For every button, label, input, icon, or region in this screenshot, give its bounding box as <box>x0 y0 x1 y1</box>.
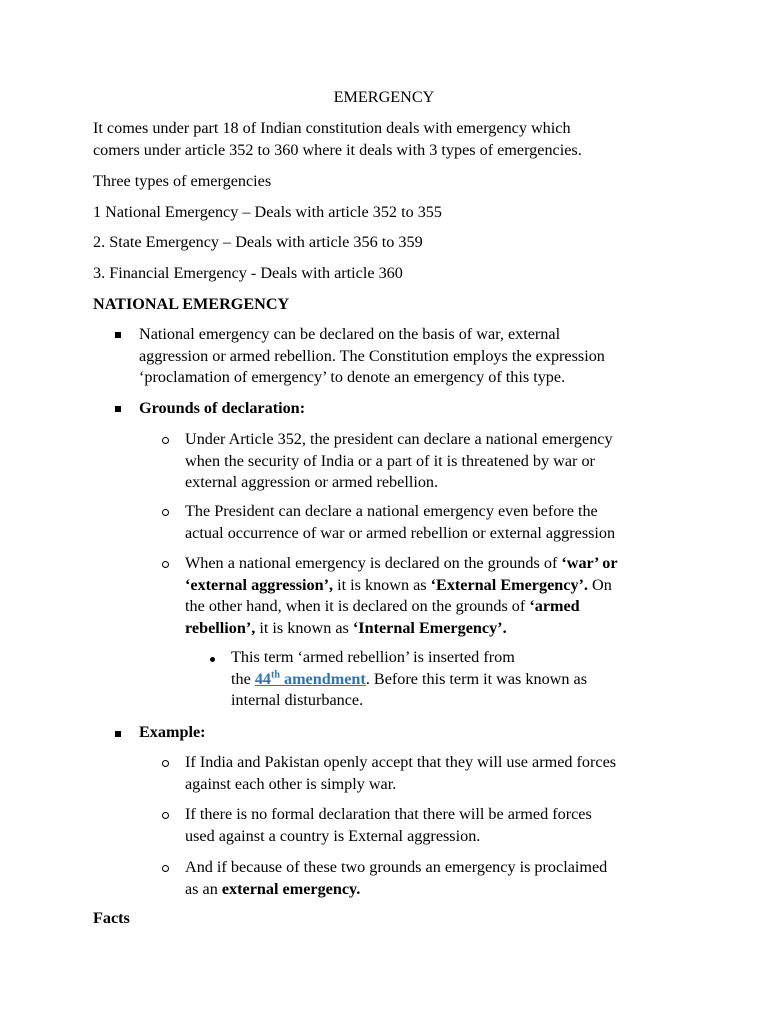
sub-note-line-1: This term ‘armed rebellion’ is inserted from <box>231 648 515 666</box>
grounds-item-1 <box>185 429 685 494</box>
intro-paragraph <box>93 118 673 161</box>
example-item-1 <box>185 752 685 795</box>
national-intro-line-3: ‘proclamation of emergency’ to denote an emergency of this type. <box>139 368 566 386</box>
type-item-state: 2. State Emergency – Deals with article 356 to 359 <box>93 233 423 251</box>
intro-line-2: comers under article 352 to 360 where it deals with 3 types of emergencies. <box>93 140 582 159</box>
grounds-item-1-line-3: external aggression or armed rebellion. <box>185 473 439 491</box>
type-item-national: 1 National Emergency – Deals with article 352 to 355 <box>93 203 442 221</box>
grounds-item-2 <box>185 501 685 544</box>
grounds-item-1-line-1: Under Article 352, the president can declare a national emergency <box>185 430 613 448</box>
sub-note-armed-rebellion <box>231 647 651 712</box>
grounds-item-1-line-2: when the security of India or a part of it is threatened by war or <box>185 451 595 470</box>
circle-bullet-icon <box>162 760 169 767</box>
grounds-item-3-text-1: When a national emergency is declared on the grounds of <box>185 554 562 572</box>
dot-bullet-icon <box>210 657 215 662</box>
example-item-2-line-1: If there is no formal declaration that there will be armed forces <box>185 805 592 823</box>
example-item-3-bold: external emergency. <box>221 879 361 898</box>
grounds-heading: Grounds of declaration: <box>139 399 306 417</box>
example-heading: Example: <box>139 723 206 741</box>
square-bullet-icon <box>115 406 121 412</box>
example-item-2-line-2: used against a country is External aggression. <box>185 826 481 845</box>
grounds-item-3-text-2: it is known as <box>333 575 431 594</box>
grounds-item-3-bold-rebellion: rebellion’, <box>185 618 256 637</box>
square-bullet-icon <box>115 332 121 338</box>
sub-note-suffix: . Before this term it was known as <box>365 669 587 688</box>
grounds-item-2-line-1: The President can declare a national emergency even before the <box>185 502 598 520</box>
grounds-item-3-bold-armed: ‘armed <box>529 597 580 615</box>
facts-heading: Facts <box>93 909 130 927</box>
example-item-3-prefix: as an <box>185 879 222 898</box>
grounds-item-3-bold-external-aggression: ‘external aggression’, <box>185 575 334 594</box>
grounds-item-3 <box>185 553 685 639</box>
sub-note-prefix: the <box>231 669 255 688</box>
grounds-item-3-bold-internal-emergency: ‘Internal Emergency’. <box>352 618 507 637</box>
example-item-1-line-2: against each other is simply war. <box>185 774 397 793</box>
circle-bullet-icon <box>162 437 169 444</box>
national-intro-paragraph <box>139 324 699 389</box>
example-item-3 <box>185 857 685 900</box>
section-heading-national-emergency: NATIONAL EMERGENCY <box>93 295 290 313</box>
44th-amendment-link[interactable] <box>255 670 366 688</box>
example-item-1-line-1: If India and Pakistan openly accept that they will use armed forces <box>185 753 617 771</box>
square-bullet-icon <box>115 731 121 737</box>
grounds-item-3-bold-war: ‘war’ or <box>561 554 618 572</box>
circle-bullet-icon <box>162 865 169 872</box>
type-item-financial: 3. Financial Emergency - Deals with article 360 <box>93 264 403 282</box>
grounds-item-2-line-2: actual occurrence of war or armed rebellion or external aggression <box>185 523 616 542</box>
document-title: EMERGENCY <box>333 88 435 106</box>
link-superscript: th <box>271 669 280 681</box>
example-item-2 <box>185 804 685 847</box>
example-item-3-line-1: And if because of these two grounds an emergency is proclaimed <box>185 858 608 876</box>
link-number: 44 <box>254 669 272 688</box>
grounds-item-3-bold-external-emergency: ‘External Emergency’. <box>430 575 588 594</box>
circle-bullet-icon <box>162 812 169 819</box>
circle-bullet-icon <box>162 509 169 516</box>
circle-bullet-icon <box>162 561 169 568</box>
grounds-item-3-text-3: On <box>587 575 612 594</box>
types-heading: Three types of emergencies <box>93 172 272 190</box>
national-intro-line-1: National emergency can be declared on the basis of war, external <box>139 325 561 343</box>
grounds-item-3-text-4: the other hand, when it is declared on the grounds of <box>185 597 530 615</box>
sub-note-line-3: internal disturbance. <box>231 691 364 709</box>
link-text: amendment <box>279 669 366 688</box>
intro-line-1: It comes under part 18 of Indian constitution deals with emergency which <box>93 119 571 137</box>
grounds-item-3-text-5: it is known as <box>255 618 353 637</box>
national-intro-line-2: aggression or armed rebellion. The Constitution employs the expression <box>139 346 605 365</box>
